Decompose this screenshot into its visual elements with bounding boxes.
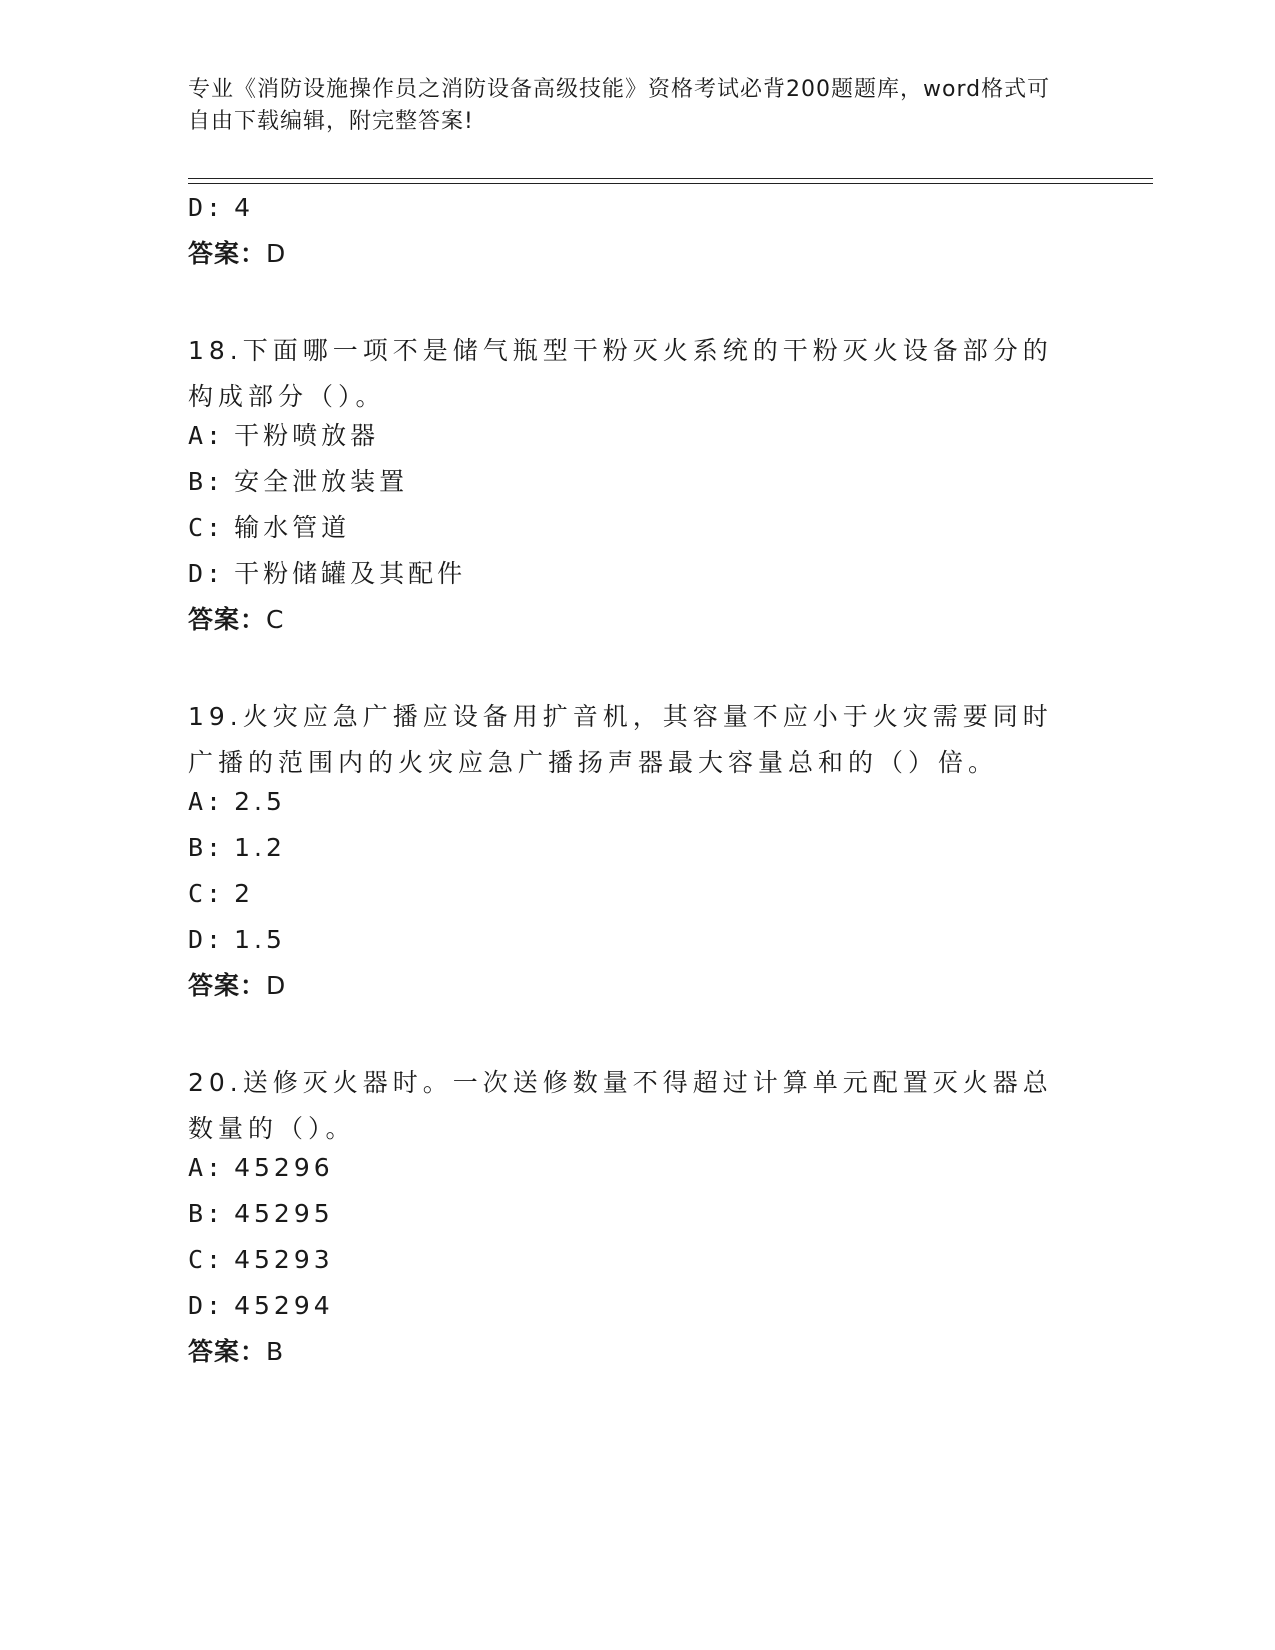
document-body <box>188 192 1088 1382</box>
option-label: B: <box>188 467 225 496</box>
answer-label: 答案： <box>188 971 267 1000</box>
option-text: 1.5 <box>234 925 286 954</box>
answer-value: D <box>266 971 287 1000</box>
header-divider-bottom <box>188 183 1153 184</box>
option-d <box>188 558 1088 604</box>
question-text: 火灾应急广播应设备用扩音机，其容量不应小于火灾需要同时广播的范围内的火灾应急广播扬声器最大容量总和的（）倍。 <box>188 702 1053 777</box>
option-text: 干粉喷放器 <box>234 421 380 450</box>
option-text: 45296 <box>234 1153 334 1182</box>
option-label: D: <box>188 925 225 954</box>
option-b <box>188 466 1088 512</box>
document-header: 专业《消防设施操作员之消防设备高级技能》资格考试必背200题题库，word格式可自由下载编辑，附完整答案! <box>188 77 1051 134</box>
option-text: 干粉储罐及其配件 <box>234 559 467 588</box>
option-c <box>188 878 1088 924</box>
option-text: 2.5 <box>234 787 286 816</box>
option-c <box>188 512 1088 558</box>
option-label: C: <box>188 513 225 542</box>
option-label: C: <box>188 879 225 908</box>
answer-line <box>188 238 1088 284</box>
question-number: 18. <box>188 336 243 365</box>
option-label: D: <box>188 559 225 588</box>
question-number: 20. <box>188 1068 243 1097</box>
question-text: 送修灭火器时。一次送修数量不得超过计算单元配置灭火器总数量的（）。 <box>188 1068 1053 1143</box>
option-c <box>188 1244 1088 1290</box>
answer-label: 答案： <box>188 239 267 268</box>
answer-value: C <box>266 605 285 634</box>
option-label: B: <box>188 833 225 862</box>
option-a <box>188 1152 1088 1198</box>
option-text: 4 <box>234 193 255 222</box>
option-label: D: <box>188 193 225 222</box>
header-divider-top <box>188 178 1153 179</box>
option-label: B: <box>188 1199 225 1228</box>
answer-line <box>188 1336 1088 1382</box>
option-a <box>188 786 1088 832</box>
option-b <box>188 832 1088 878</box>
answer-line <box>188 604 1088 650</box>
answer-label: 答案： <box>188 1337 267 1366</box>
option-d <box>188 1290 1088 1336</box>
answer-line <box>188 970 1088 1016</box>
option-text: 45295 <box>234 1199 334 1228</box>
question-text: 下面哪一项不是储气瓶型干粉灭火系统的干粉灭火设备部分的构成部分（）。 <box>188 336 1053 411</box>
answer-value: D <box>266 239 287 268</box>
option-b <box>188 1198 1088 1244</box>
question-number: 19. <box>188 702 243 731</box>
answer-value: B <box>266 1337 285 1366</box>
spacer <box>188 284 1088 328</box>
answer-label: 答案： <box>188 605 267 634</box>
option-text: 45293 <box>234 1245 334 1274</box>
option-text: 2 <box>234 879 255 908</box>
option-label: C: <box>188 1245 225 1274</box>
option-text: 安全泄放装置 <box>234 467 409 496</box>
option-a <box>188 420 1088 466</box>
option-label: A: <box>188 421 225 450</box>
question-stem <box>188 1060 1068 1152</box>
option-text: 1.2 <box>234 833 286 862</box>
question-stem <box>188 694 1068 786</box>
spacer <box>188 1016 1088 1060</box>
option-label: A: <box>188 1153 225 1182</box>
option-text: 输水管道 <box>234 513 351 542</box>
option-text: 45294 <box>234 1291 334 1320</box>
option-d <box>188 924 1088 970</box>
option-label: A: <box>188 787 225 816</box>
option-label: D: <box>188 1291 225 1320</box>
question-stem <box>188 328 1068 420</box>
spacer <box>188 650 1088 694</box>
option-d <box>188 192 1088 238</box>
